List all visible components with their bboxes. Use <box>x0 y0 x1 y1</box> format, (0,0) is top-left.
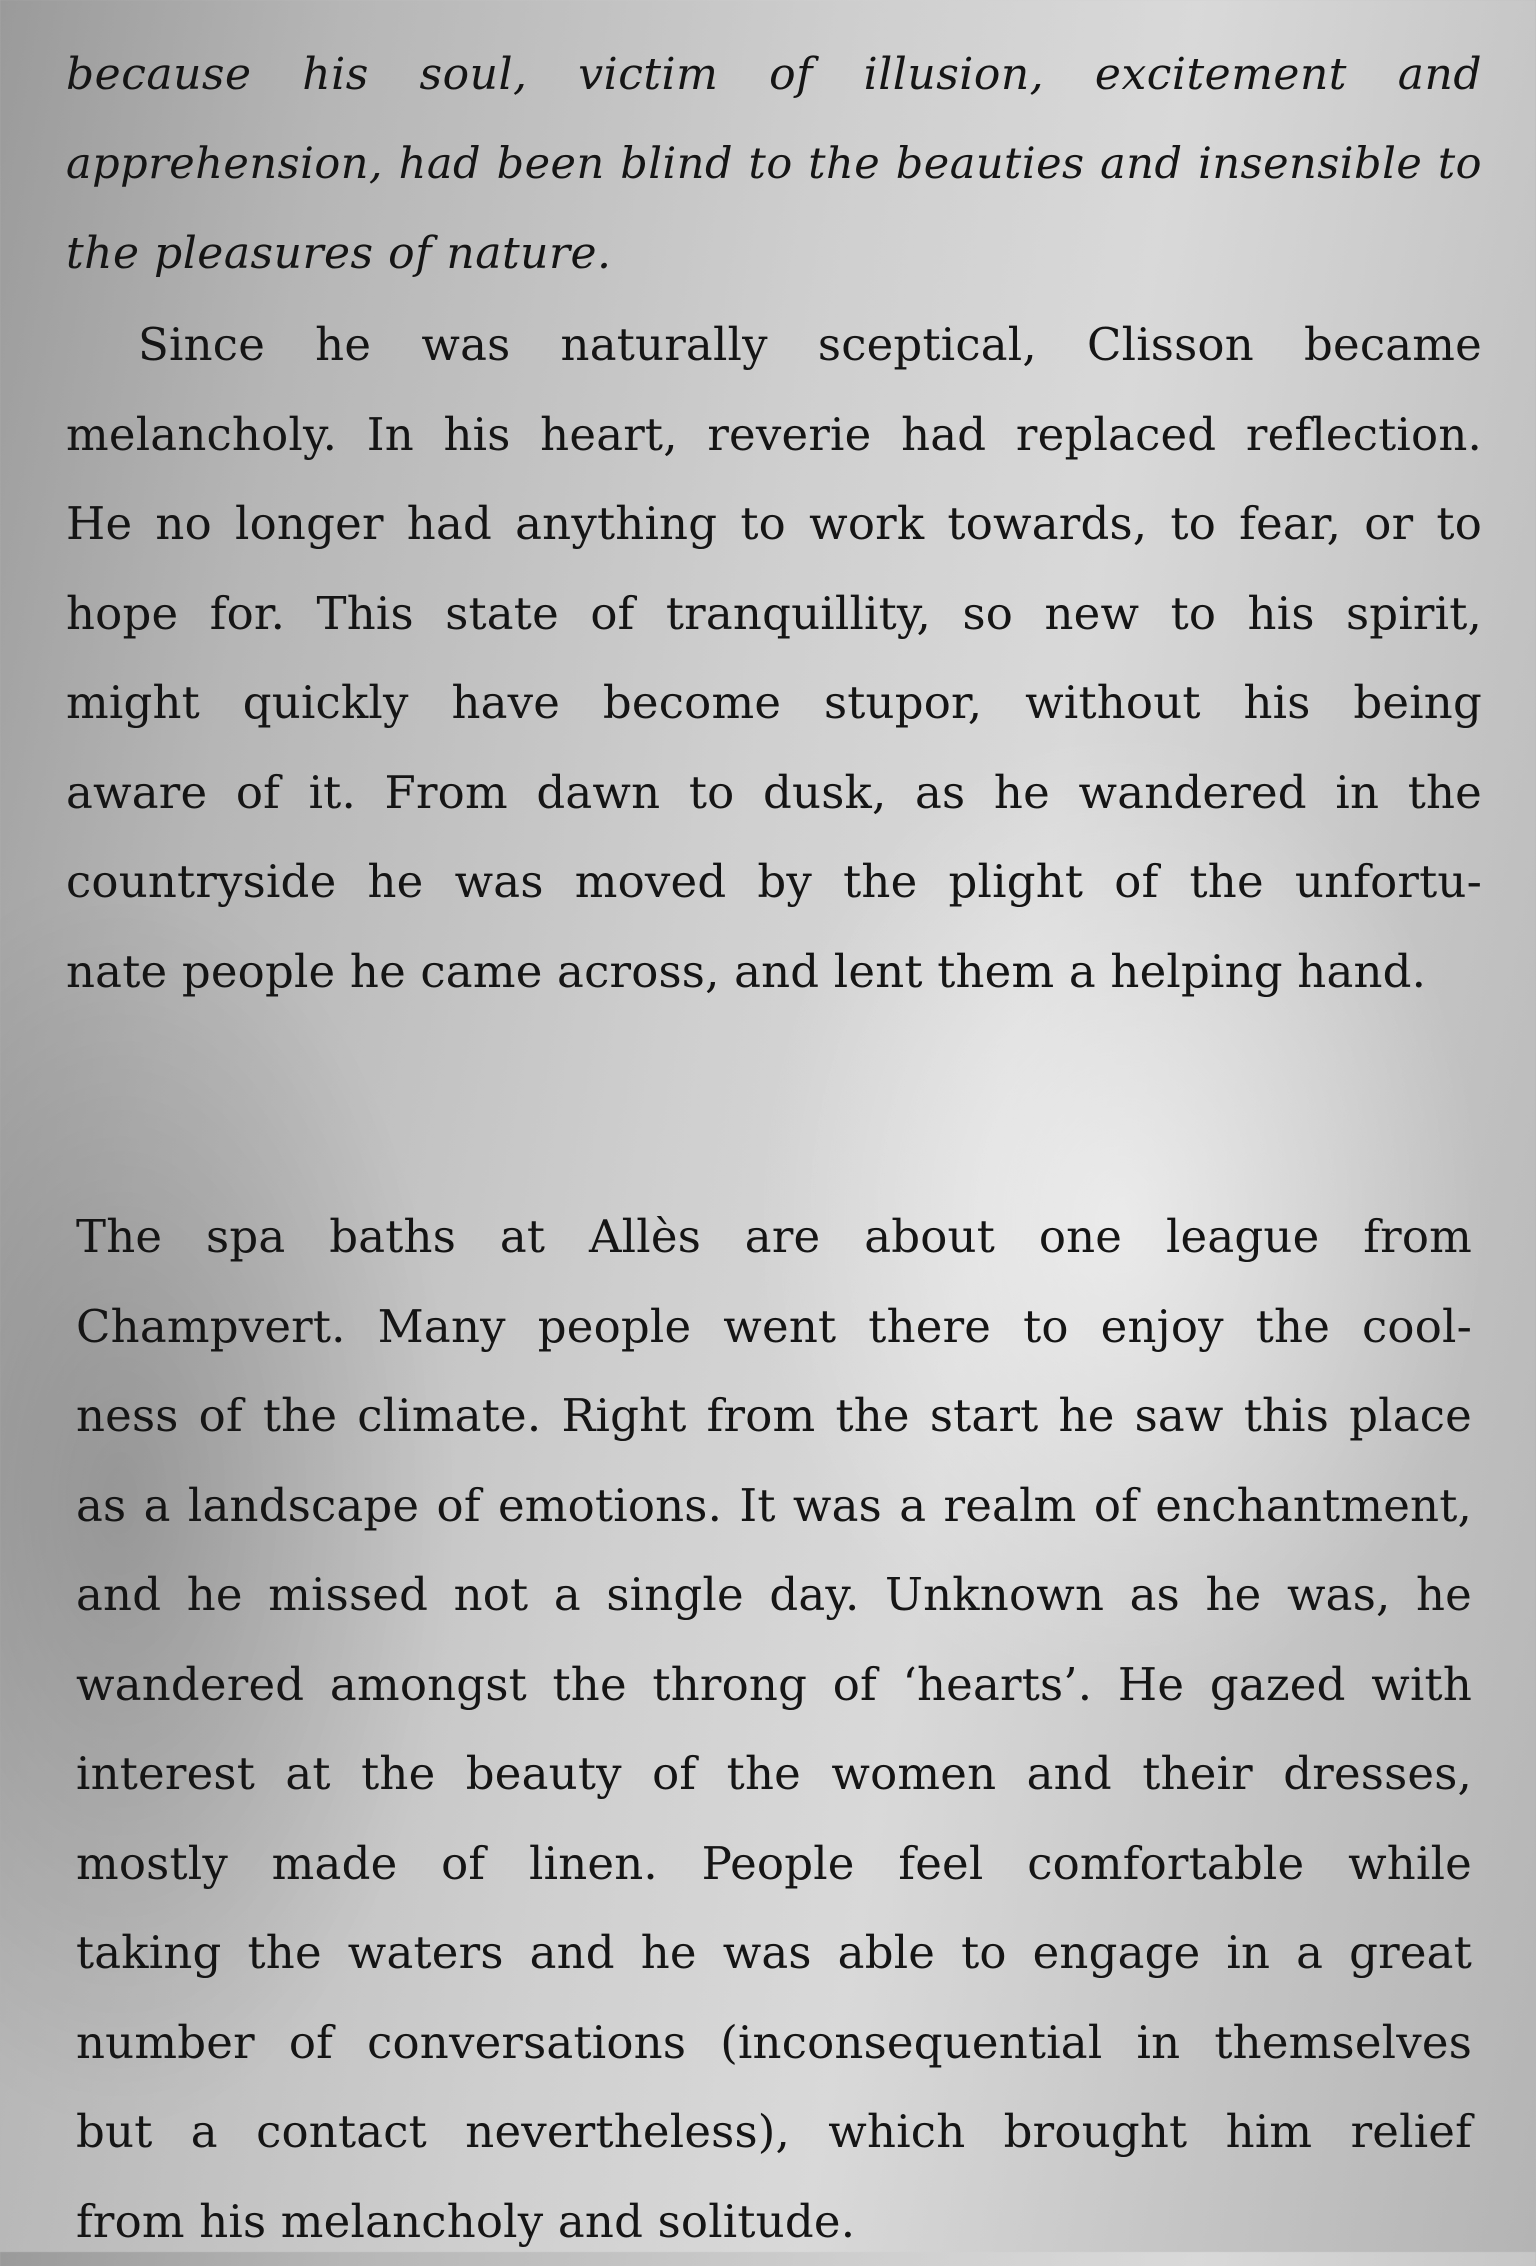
text-line: might quickly have become stupor, without his being <box>66 658 1482 748</box>
text-line: The spa baths at Allès are about one league from <box>76 1192 1472 1282</box>
paragraph-clisson-melancholy <box>66 300 1482 1016</box>
text-line: aware of it. From dawn to dusk, as he wandered in the <box>66 748 1482 838</box>
text-line: mostly made of linen. People feel comfortable while <box>76 1819 1472 1909</box>
text-line: hope for. This state of tranquillity, so new to his spirit, <box>66 569 1482 659</box>
paragraph-italic-continuation <box>66 30 1482 299</box>
text-line: number of conversations (inconsequential in themselves <box>76 1998 1472 2088</box>
text-line: the pleasures of nature. <box>66 209 1482 299</box>
text-line: taking the waters and he was able to engage in a great <box>76 1908 1472 1998</box>
text-line: as a landscape of emotions. It was a realm of enchantment, <box>76 1461 1472 1551</box>
text-line: wandered amongst the throng of ‘hearts’. He gazed with <box>76 1640 1472 1730</box>
text-line: apprehension, had been blind to the beauties and insensible to <box>66 120 1482 210</box>
paragraph-spa-baths <box>76 1192 1472 2266</box>
text-line: He no longer had anything to work towards, to fear, or to <box>66 479 1482 569</box>
text-line: countryside he was moved by the plight of the unfortu- <box>66 837 1482 927</box>
text-line: from his melancholy and solitude. <box>76 2177 1472 2266</box>
text-line: nate people he came across, and lent them a helping hand. <box>66 927 1482 1017</box>
text-line: Champvert. Many people went there to enjoy the cool- <box>76 1282 1472 1372</box>
text-line: ness of the climate. Right from the start he saw this place <box>76 1371 1472 1461</box>
text-line: Since he was naturally sceptical, Clisson became <box>66 300 1482 390</box>
text-line: melancholy. In his heart, reverie had replaced reflection. <box>66 390 1482 480</box>
text-line: because his soul, victim of illusion, excitement and <box>66 30 1482 120</box>
text-line: and he missed not a single day. Unknown as he was, he <box>76 1550 1472 1640</box>
text-line: interest at the beauty of the women and their dresses, <box>76 1729 1472 1819</box>
text-line: but a contact nevertheless), which brought him relief <box>76 2087 1472 2177</box>
